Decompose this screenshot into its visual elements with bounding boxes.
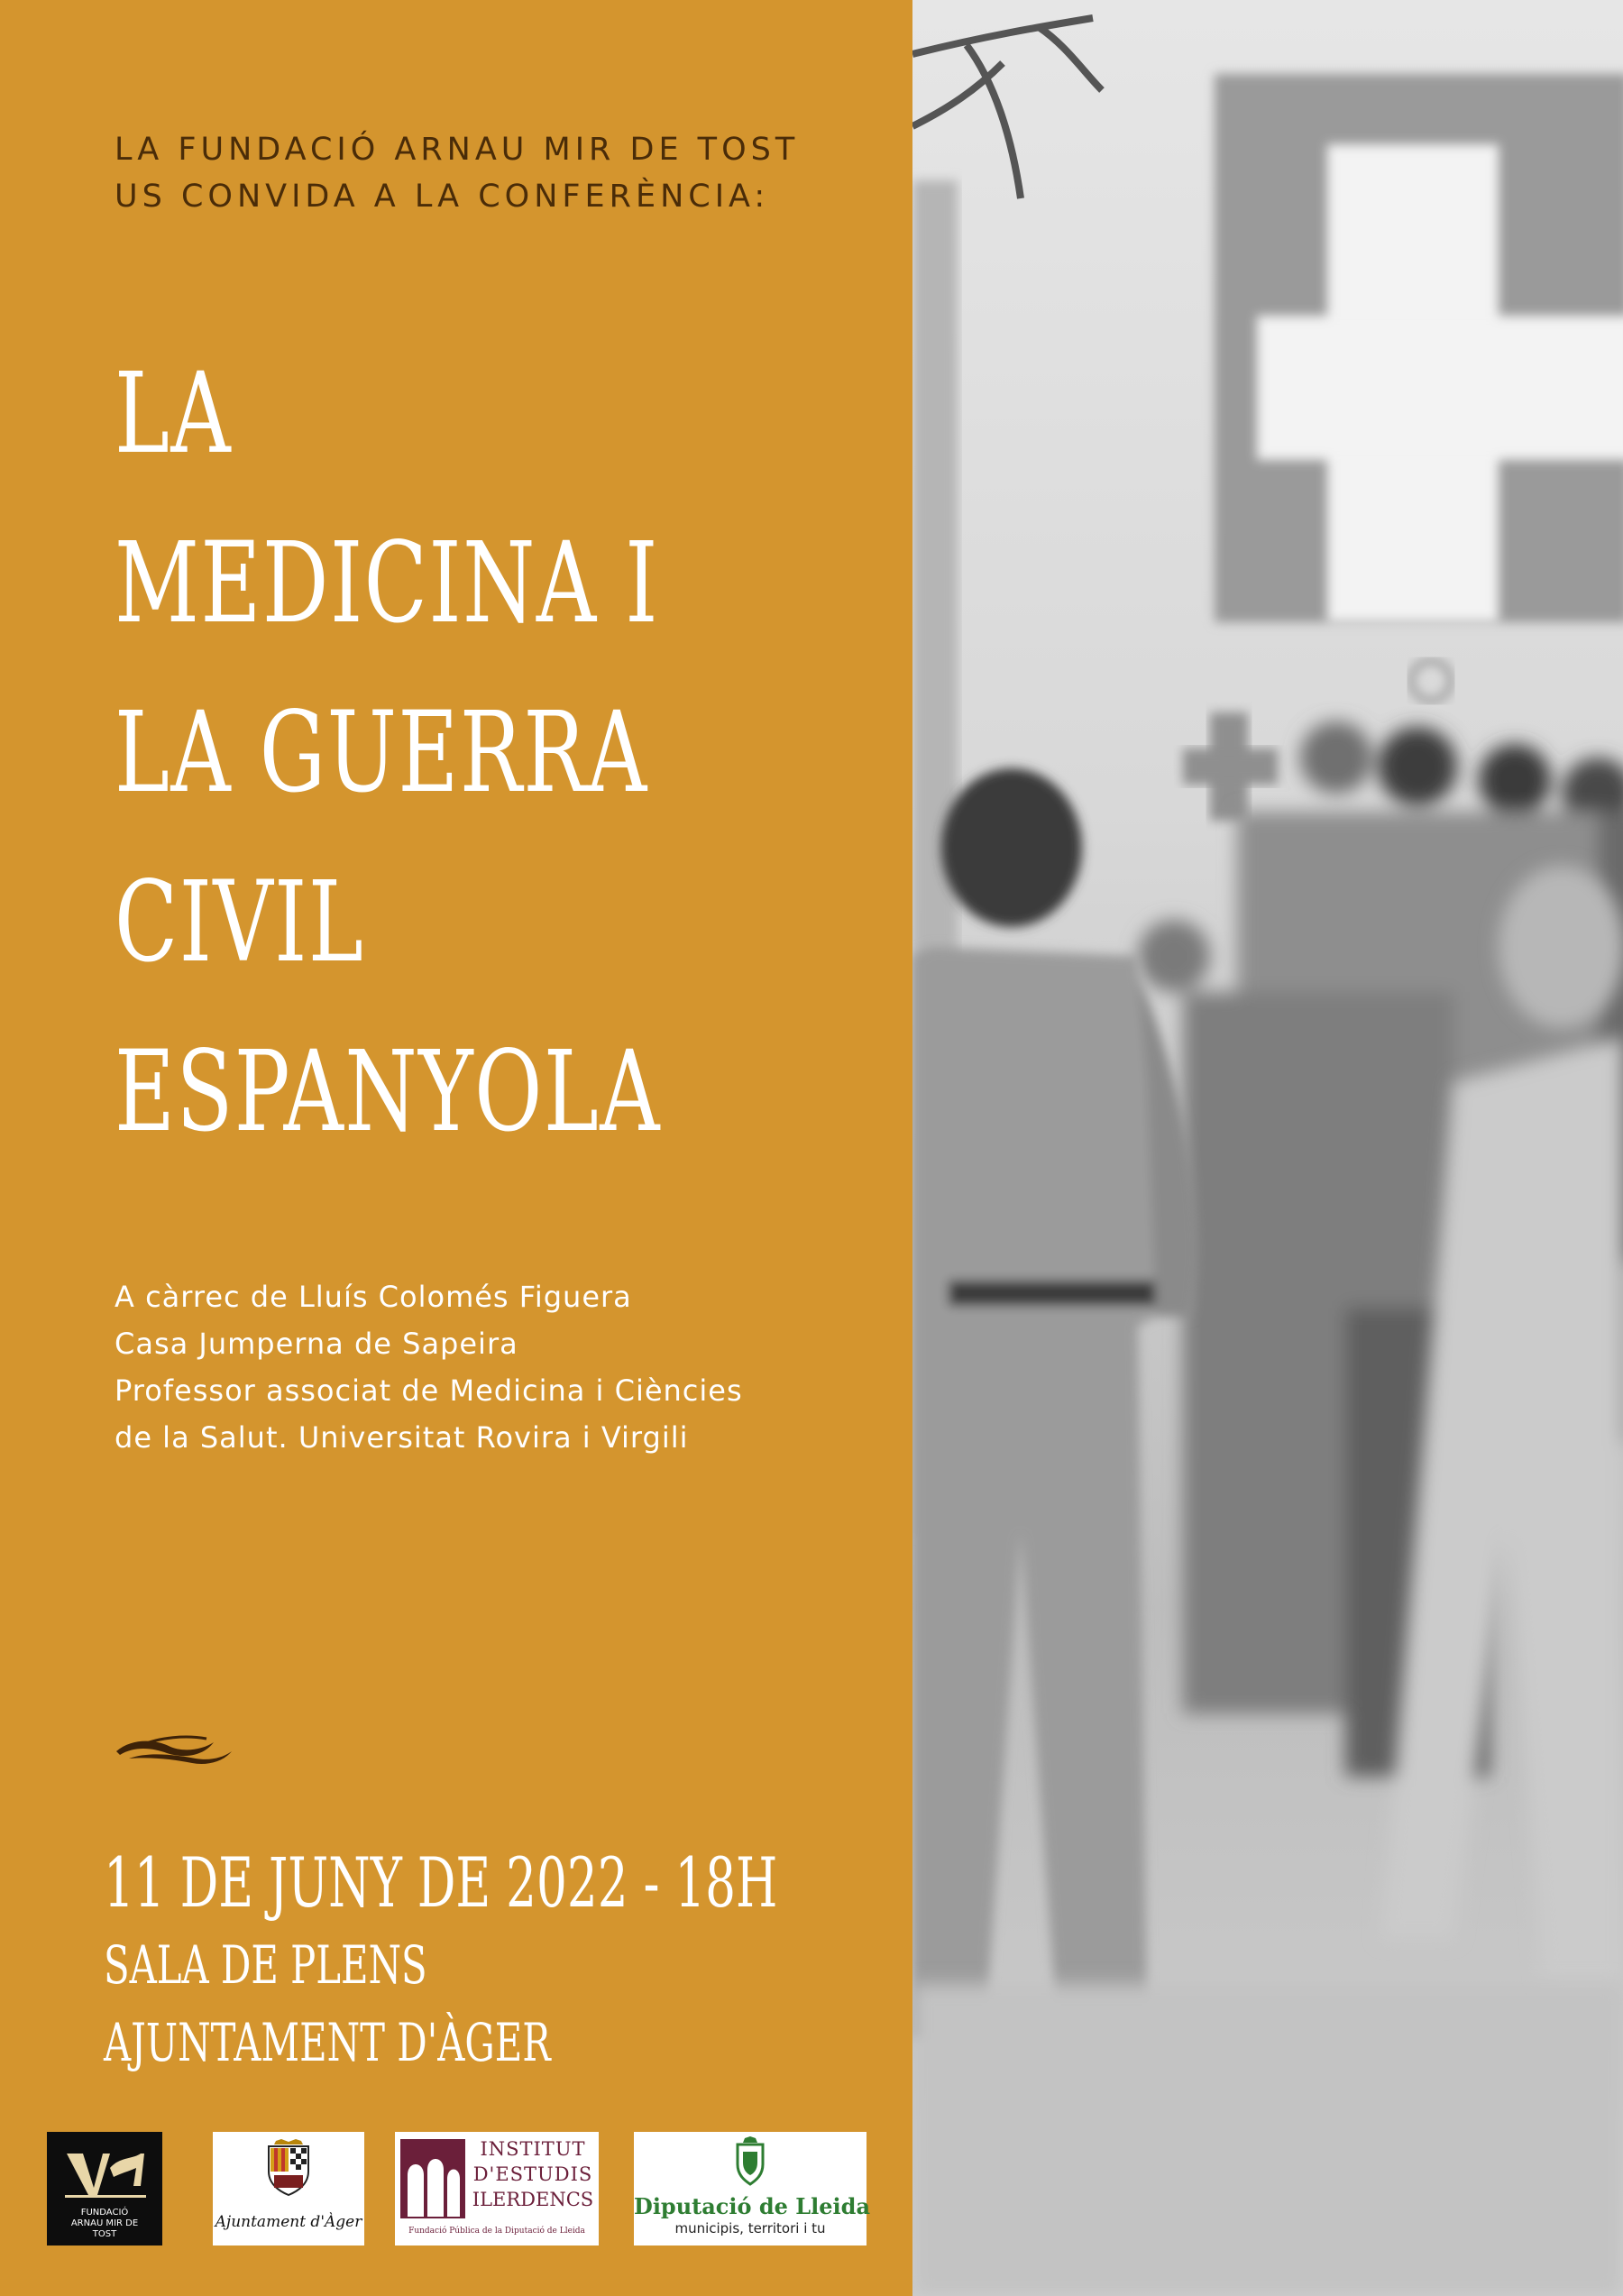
diputacio-shield-icon <box>732 2135 768 2186</box>
invitation-line-2: US CONVIDA A LA CONFERÈNCIA: <box>115 179 770 215</box>
fundacio-logo <box>47 2132 162 2245</box>
title-line: ESPANYOLA <box>115 1027 662 1157</box>
speaker-info <box>115 1273 899 1461</box>
iei-line-1: INSTITUT <box>480 2138 586 2160</box>
title-line: MEDICINA I <box>115 519 659 648</box>
conference-title <box>115 329 695 1177</box>
diputacio-name: Diputació de Lleida <box>634 2193 871 2219</box>
event-room: SALA DE PLENS <box>104 1934 427 1996</box>
iei-subtitle: Fundació Pública de la Diputació de Lleida <box>408 2227 585 2236</box>
coat-of-arms-icon <box>261 2137 316 2200</box>
invitation-line-1: LA FUNDACIÓ ARNAU MIR DE TOST <box>115 132 800 168</box>
event-venue: AJUNTAMENT D'ÀGER <box>104 2012 551 2073</box>
invitation-text <box>115 126 890 220</box>
title-line: CIVIL <box>115 858 365 987</box>
iei-logo <box>395 2132 599 2245</box>
fundacio-emblem-icon <box>47 2141 162 2204</box>
ajuntament-logo-text: Ajuntament d'Àger <box>215 2213 362 2231</box>
flourish-ornament <box>113 1731 234 1764</box>
photo-illustration <box>912 0 1623 2296</box>
speaker-line: de la Salut. Universitat Rovira i Virgili <box>115 1420 689 1455</box>
ajuntament-logo <box>213 2132 364 2245</box>
arches-icon <box>400 2139 465 2218</box>
speaker-line: A càrrec de Lluís Colomés Figuera <box>115 1280 632 1314</box>
historical-photo <box>912 0 1623 2296</box>
diputacio-tagline: municipis, territori i tu <box>674 2220 826 2236</box>
event-details <box>104 1840 915 2081</box>
speaker-line: Casa Jumperna de Sapeira <box>115 1327 518 1361</box>
speaker-line: Professor associat de Medicina i Ciències <box>115 1373 743 1408</box>
fundacio-logo-text: FUNDACIÓ ARNAU MIR DE TOST <box>70 2208 139 2239</box>
diputacio-logo <box>634 2132 871 2245</box>
event-date: 11 DE JUNY DE 2022 - 18H <box>104 1842 778 1923</box>
iei-line-2: D'ESTUDIS <box>472 2163 593 2185</box>
title-line: LA <box>115 349 233 479</box>
title-line: LA GUERRA <box>115 688 648 818</box>
iei-line-3: ILERDENCS <box>472 2189 594 2210</box>
